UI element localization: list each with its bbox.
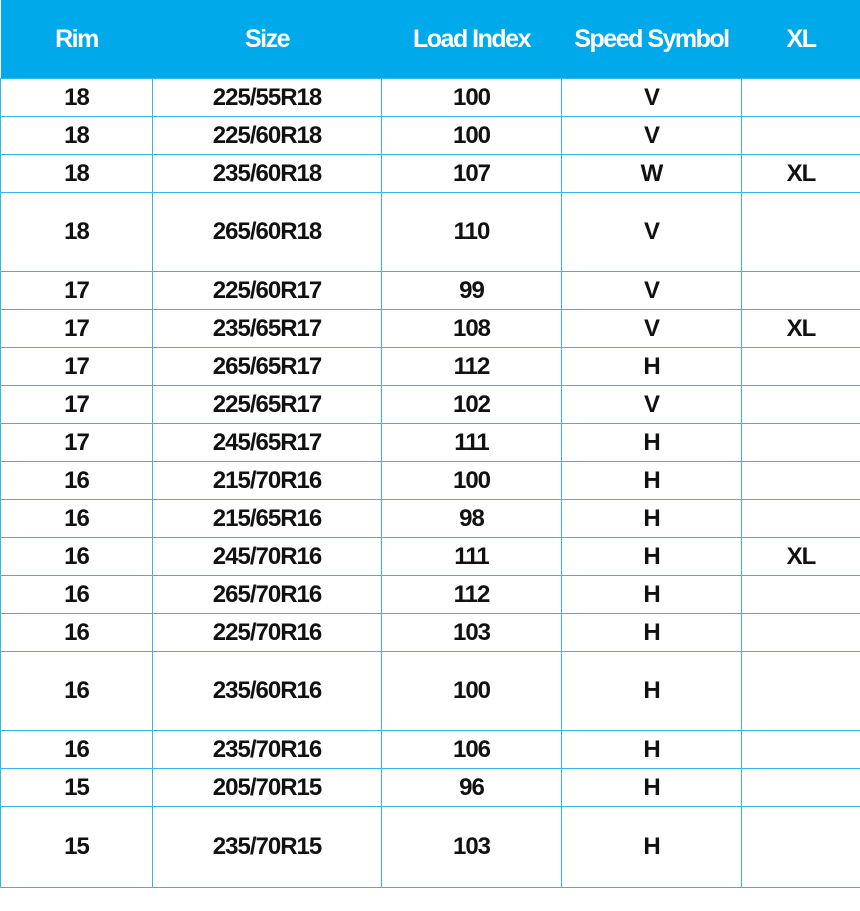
cell-rim: 16 xyxy=(1,500,153,538)
cell-speed-symbol: V xyxy=(562,79,742,117)
cell-xl xyxy=(742,386,860,424)
table-row xyxy=(1,731,860,769)
table-row xyxy=(1,807,860,888)
table-row xyxy=(1,462,860,500)
table-row xyxy=(1,538,860,576)
cell-size: 215/70R16 xyxy=(153,462,382,500)
cell-rim: 18 xyxy=(1,79,153,117)
cell-speed-symbol: V xyxy=(562,117,742,155)
cell-size: 235/60R16 xyxy=(153,652,382,731)
cell-speed-symbol: H xyxy=(562,500,742,538)
cell-size: 225/70R16 xyxy=(153,614,382,652)
cell-xl xyxy=(742,652,860,731)
cell-load-index: 98 xyxy=(382,500,562,538)
cell-rim: 17 xyxy=(1,348,153,386)
cell-xl xyxy=(742,424,860,462)
cell-rim: 18 xyxy=(1,117,153,155)
cell-load-index: 100 xyxy=(382,652,562,731)
cell-load-index: 99 xyxy=(382,272,562,310)
cell-xl xyxy=(742,807,860,888)
cell-rim: 15 xyxy=(1,807,153,888)
cell-load-index: 107 xyxy=(382,155,562,193)
cell-xl xyxy=(742,79,860,117)
table-row xyxy=(1,272,860,310)
cell-rim: 17 xyxy=(1,310,153,348)
cell-speed-symbol: V xyxy=(562,386,742,424)
cell-speed-symbol: H xyxy=(562,769,742,807)
cell-rim: 17 xyxy=(1,272,153,310)
cell-load-index: 103 xyxy=(382,807,562,888)
cell-rim: 16 xyxy=(1,538,153,576)
cell-xl xyxy=(742,500,860,538)
cell-load-index: 112 xyxy=(382,576,562,614)
table-row xyxy=(1,424,860,462)
header-rim: Rim xyxy=(1,0,153,79)
cell-speed-symbol: H xyxy=(562,424,742,462)
cell-load-index: 96 xyxy=(382,769,562,807)
table-row xyxy=(1,193,860,272)
cell-xl xyxy=(742,576,860,614)
cell-xl xyxy=(742,117,860,155)
table-row xyxy=(1,155,860,193)
cell-xl xyxy=(742,731,860,769)
table-row xyxy=(1,769,860,807)
table-row xyxy=(1,652,860,731)
cell-load-index: 106 xyxy=(382,731,562,769)
cell-xl: XL xyxy=(742,310,860,348)
table-body xyxy=(1,79,860,888)
cell-xl xyxy=(742,193,860,272)
cell-speed-symbol: H xyxy=(562,731,742,769)
cell-size: 235/70R15 xyxy=(153,807,382,888)
cell-load-index: 110 xyxy=(382,193,562,272)
cell-xl xyxy=(742,272,860,310)
cell-size: 235/65R17 xyxy=(153,310,382,348)
cell-load-index: 103 xyxy=(382,614,562,652)
cell-size: 215/65R16 xyxy=(153,500,382,538)
cell-load-index: 100 xyxy=(382,117,562,155)
cell-speed-symbol: H xyxy=(562,348,742,386)
table-row xyxy=(1,386,860,424)
header-row xyxy=(1,0,860,79)
table-row xyxy=(1,79,860,117)
cell-size: 225/55R18 xyxy=(153,79,382,117)
cell-size: 235/60R18 xyxy=(153,155,382,193)
table-row xyxy=(1,348,860,386)
cell-size: 225/65R17 xyxy=(153,386,382,424)
cell-xl xyxy=(742,462,860,500)
cell-load-index: 111 xyxy=(382,424,562,462)
cell-rim: 18 xyxy=(1,193,153,272)
cell-speed-symbol: H xyxy=(562,807,742,888)
cell-load-index: 100 xyxy=(382,462,562,500)
cell-speed-symbol: H xyxy=(562,462,742,500)
cell-load-index: 100 xyxy=(382,79,562,117)
cell-size: 225/60R18 xyxy=(153,117,382,155)
cell-load-index: 111 xyxy=(382,538,562,576)
cell-xl xyxy=(742,614,860,652)
table-row xyxy=(1,500,860,538)
cell-load-index: 108 xyxy=(382,310,562,348)
cell-speed-symbol: V xyxy=(562,272,742,310)
cell-size: 265/70R16 xyxy=(153,576,382,614)
cell-rim: 16 xyxy=(1,462,153,500)
table-row xyxy=(1,576,860,614)
cell-size: 235/70R16 xyxy=(153,731,382,769)
cell-rim: 16 xyxy=(1,731,153,769)
cell-speed-symbol: H xyxy=(562,576,742,614)
table-header xyxy=(1,0,860,79)
cell-size: 245/65R17 xyxy=(153,424,382,462)
cell-size: 205/70R15 xyxy=(153,769,382,807)
cell-speed-symbol: V xyxy=(562,310,742,348)
cell-rim: 16 xyxy=(1,576,153,614)
cell-rim: 16 xyxy=(1,652,153,731)
cell-xl: XL xyxy=(742,155,860,193)
table-row xyxy=(1,310,860,348)
cell-speed-symbol: H xyxy=(562,614,742,652)
table-row xyxy=(1,117,860,155)
cell-size: 245/70R16 xyxy=(153,538,382,576)
cell-size: 265/60R18 xyxy=(153,193,382,272)
header-xl: XL xyxy=(742,0,860,79)
cell-rim: 16 xyxy=(1,614,153,652)
cell-size: 225/60R17 xyxy=(153,272,382,310)
cell-speed-symbol: H xyxy=(562,652,742,731)
cell-load-index: 112 xyxy=(382,348,562,386)
header-load-index: Load Index xyxy=(382,0,562,79)
cell-rim: 17 xyxy=(1,386,153,424)
table-row xyxy=(1,614,860,652)
cell-size: 265/65R17 xyxy=(153,348,382,386)
cell-rim: 15 xyxy=(1,769,153,807)
cell-load-index: 102 xyxy=(382,386,562,424)
cell-rim: 18 xyxy=(1,155,153,193)
cell-xl xyxy=(742,769,860,807)
cell-rim: 17 xyxy=(1,424,153,462)
header-size: Size xyxy=(153,0,382,79)
cell-xl xyxy=(742,348,860,386)
header-speed-symbol: Speed Symbol xyxy=(562,0,742,79)
cell-speed-symbol: V xyxy=(562,193,742,272)
cell-speed-symbol: W xyxy=(562,155,742,193)
cell-xl: XL xyxy=(742,538,860,576)
cell-speed-symbol: H xyxy=(562,538,742,576)
